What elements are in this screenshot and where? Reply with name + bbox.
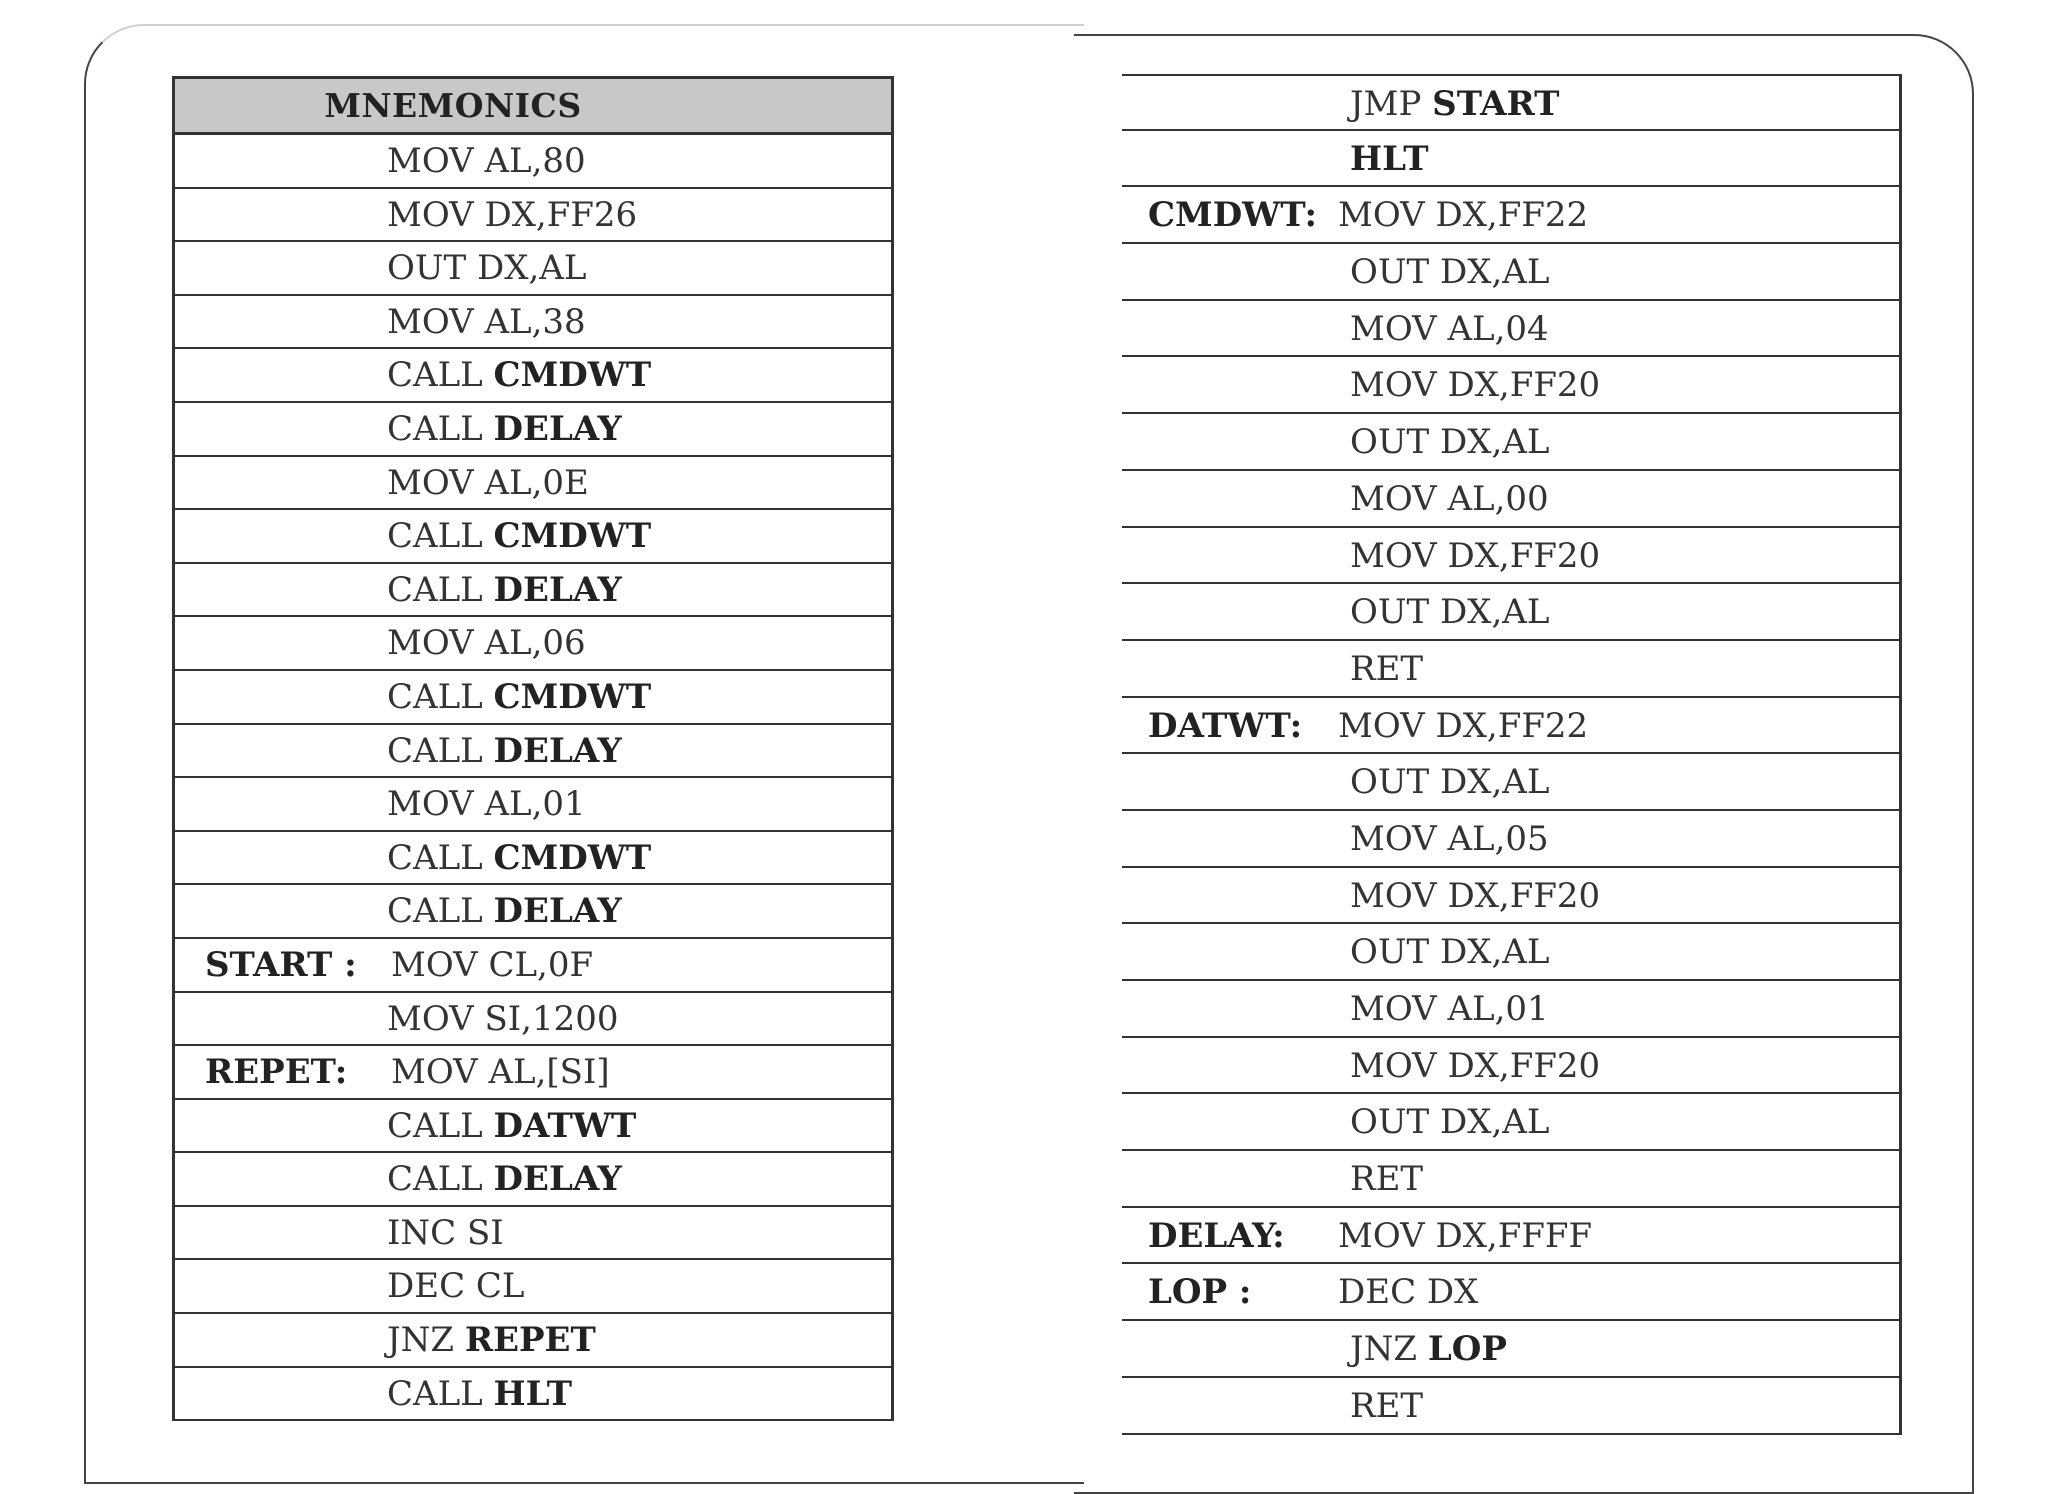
instruction xyxy=(1350,1094,1549,1150)
mnemonics-table-right xyxy=(1122,74,1902,1435)
instruction xyxy=(1350,584,1549,640)
code-row xyxy=(175,403,891,457)
code-row xyxy=(175,135,891,189)
code-row xyxy=(1122,357,1899,414)
operand-target: REPET xyxy=(464,1320,596,1361)
code-row xyxy=(1122,187,1899,244)
opcode-text: OUT DX,AL xyxy=(1350,932,1550,973)
instruction xyxy=(387,135,586,187)
opcode-text: CALL xyxy=(387,676,494,717)
instruction xyxy=(387,885,622,937)
operand-target: DELAY xyxy=(493,408,622,449)
instruction xyxy=(387,457,589,509)
opcode-text: OUT DX,AL xyxy=(387,248,587,289)
instruction xyxy=(1350,76,1559,132)
instruction xyxy=(1350,414,1549,470)
opcode-text: JNZ xyxy=(387,1320,465,1361)
code-row xyxy=(175,564,891,618)
instruction xyxy=(1350,754,1549,810)
instruction xyxy=(387,778,586,830)
instruction xyxy=(1350,301,1549,357)
opcode-text: MOV AL,38 xyxy=(387,301,586,342)
code-label: LOP : xyxy=(1148,1272,1252,1313)
code-row xyxy=(175,1314,891,1368)
code-row xyxy=(175,1207,891,1261)
operand-target: CMDWT xyxy=(493,355,652,396)
opcode-text: OUT DX,AL xyxy=(1350,1102,1550,1143)
instruction xyxy=(1350,811,1549,867)
mnemonics-table-left xyxy=(172,76,894,1421)
opcode-text: CALL xyxy=(387,837,494,878)
code-row xyxy=(1122,754,1899,811)
operand-target: DELAY xyxy=(493,730,622,771)
code-row xyxy=(175,939,891,993)
code-row xyxy=(1122,1094,1899,1151)
instruction xyxy=(387,564,622,616)
opcode-text: MOV AL,00 xyxy=(1350,478,1549,519)
opcode-text: JNZ xyxy=(1350,1329,1428,1370)
instruction xyxy=(387,671,651,723)
code-row xyxy=(175,1100,891,1154)
opcode-text: OUT DX,AL xyxy=(1350,422,1550,463)
opcode-text: CALL xyxy=(387,891,494,932)
operand-target: DELAY xyxy=(493,891,622,932)
left-rows xyxy=(175,135,891,1421)
code-label: DATWT: xyxy=(1148,705,1303,746)
opcode-text: MOV AL,06 xyxy=(387,623,586,664)
code-row xyxy=(175,242,891,296)
instruction xyxy=(387,1314,596,1366)
instruction xyxy=(387,1368,572,1420)
code-row xyxy=(175,1046,891,1100)
operand-target: CMDWT xyxy=(493,516,652,557)
instruction xyxy=(1338,698,1588,754)
opcode-text: MOV CL,0F xyxy=(391,944,594,985)
code-row xyxy=(175,617,891,671)
code-row xyxy=(1122,924,1899,981)
code-row xyxy=(1122,528,1899,585)
instruction xyxy=(387,296,586,348)
instruction xyxy=(387,510,651,562)
operand-target: CMDWT xyxy=(493,676,652,717)
operand-target: HLT xyxy=(1350,138,1429,179)
opcode-text: MOV DX,FF20 xyxy=(1350,875,1601,916)
code-row xyxy=(1122,698,1899,755)
opcode-text: MOV AL,[SI] xyxy=(391,1052,610,1093)
opcode-text: MOV AL,04 xyxy=(1350,308,1549,349)
opcode-text: RET xyxy=(1350,1159,1424,1200)
code-row xyxy=(1122,584,1899,641)
code-row xyxy=(175,778,891,832)
instruction xyxy=(1338,1208,1592,1264)
opcode-text: MOV AL,01 xyxy=(1350,989,1549,1029)
opcode-text: INC SI xyxy=(387,1212,504,1253)
instruction xyxy=(387,189,637,241)
instruction xyxy=(1350,131,1429,187)
opcode-text: MOV AL,01 xyxy=(387,784,586,825)
code-row xyxy=(175,510,891,564)
instruction xyxy=(387,349,651,401)
code-row xyxy=(1122,301,1899,358)
operand-target: HLT xyxy=(493,1373,573,1414)
instruction xyxy=(387,1100,636,1152)
code-label: START : xyxy=(205,944,357,985)
code-row xyxy=(175,993,891,1047)
opcode-text: MOV AL,80 xyxy=(387,141,586,181)
code-row xyxy=(175,671,891,725)
code-row xyxy=(1122,471,1899,528)
opcode-text: CALL xyxy=(387,1159,494,1200)
code-row xyxy=(1122,1151,1899,1208)
code-row xyxy=(1122,1321,1899,1378)
code-label: DELAY: xyxy=(1148,1215,1285,1256)
opcode-text: OUT DX,AL xyxy=(1350,252,1550,293)
instruction xyxy=(1350,924,1549,980)
instruction xyxy=(1338,1264,1478,1320)
opcode-text: MOV SI,1200 xyxy=(387,998,619,1039)
code-row xyxy=(1122,1208,1899,1265)
opcode-text: MOV DX,FF20 xyxy=(1350,365,1601,406)
instruction xyxy=(387,1207,504,1259)
instruction xyxy=(1350,244,1549,300)
opcode-text: MOV DX,FF20 xyxy=(1350,1045,1601,1086)
instruction xyxy=(1350,641,1423,697)
code-row xyxy=(1122,244,1899,301)
mnemonics-header: MNEMONICS xyxy=(175,79,891,135)
instruction xyxy=(1350,1378,1423,1434)
operand-target: CMDWT xyxy=(493,837,652,878)
instruction xyxy=(1350,357,1600,413)
right-rows xyxy=(1122,74,1899,1435)
code-row xyxy=(175,296,891,350)
opcode-text: OUT DX,AL xyxy=(1350,762,1550,803)
instruction xyxy=(1350,981,1549,1037)
instruction xyxy=(1350,1151,1423,1207)
code-row xyxy=(175,1260,891,1314)
operand-target: DATWT xyxy=(493,1105,637,1146)
code-row xyxy=(175,189,891,243)
instruction xyxy=(387,403,622,455)
code-row xyxy=(175,349,891,403)
instruction xyxy=(387,1260,525,1312)
code-label: CMDWT: xyxy=(1148,195,1318,236)
opcode-text: MOV DX,FF22 xyxy=(1338,195,1589,236)
opcode-text: DEC CL xyxy=(387,1266,525,1307)
opcode-text: JMP xyxy=(1350,84,1433,124)
opcode-text: CALL xyxy=(387,730,494,771)
instruction xyxy=(387,993,619,1045)
code-label: REPET: xyxy=(205,1052,348,1093)
opcode-text: MOV DX,FF20 xyxy=(1350,535,1601,576)
instruction xyxy=(1350,1038,1600,1094)
opcode-text: CALL xyxy=(387,355,494,396)
instruction xyxy=(387,725,622,777)
instruction xyxy=(1338,187,1588,243)
instruction xyxy=(391,939,593,991)
opcode-text: RET xyxy=(1350,648,1424,689)
operand-target: LOP xyxy=(1427,1329,1507,1370)
code-row xyxy=(175,1153,891,1207)
code-row xyxy=(1122,981,1899,1038)
code-row xyxy=(175,832,891,886)
operand-target: START xyxy=(1432,84,1560,124)
opcode-text: OUT DX,AL xyxy=(1350,592,1550,633)
code-row xyxy=(1122,414,1899,471)
code-row xyxy=(1122,1378,1899,1435)
opcode-text: MOV DX,FF26 xyxy=(387,194,638,235)
instruction xyxy=(387,617,586,669)
opcode-text: CALL xyxy=(387,1373,494,1414)
code-row xyxy=(1122,131,1899,188)
opcode-text: MOV AL,05 xyxy=(1350,818,1549,859)
instruction xyxy=(387,1153,622,1205)
operand-target: DELAY xyxy=(493,569,622,610)
instruction xyxy=(1350,868,1600,924)
code-row xyxy=(1122,868,1899,925)
code-row xyxy=(175,1368,891,1422)
code-row xyxy=(1122,1038,1899,1095)
opcode-text: RET xyxy=(1350,1385,1424,1426)
instruction xyxy=(387,242,586,294)
operand-target: DELAY xyxy=(493,1159,622,1200)
code-row xyxy=(175,725,891,779)
opcode-text: CALL xyxy=(387,1105,494,1146)
code-row xyxy=(1122,811,1899,868)
opcode-text: MOV DX,FFFF xyxy=(1338,1215,1593,1256)
code-row xyxy=(1122,1264,1899,1321)
opcode-text: CALL xyxy=(387,569,494,610)
opcode-text: DEC DX xyxy=(1338,1272,1479,1313)
code-row xyxy=(1122,74,1899,131)
instruction xyxy=(1350,1321,1507,1377)
instruction xyxy=(1350,528,1600,584)
opcode-text: MOV DX,FF22 xyxy=(1338,705,1589,746)
opcode-text: MOV AL,0E xyxy=(387,462,589,503)
instruction xyxy=(387,832,651,884)
opcode-text: CALL xyxy=(387,408,494,449)
code-row xyxy=(175,457,891,511)
code-row xyxy=(175,885,891,939)
instruction xyxy=(391,1046,610,1098)
opcode-text: CALL xyxy=(387,516,494,557)
code-row xyxy=(1122,641,1899,698)
instruction xyxy=(1350,471,1549,527)
